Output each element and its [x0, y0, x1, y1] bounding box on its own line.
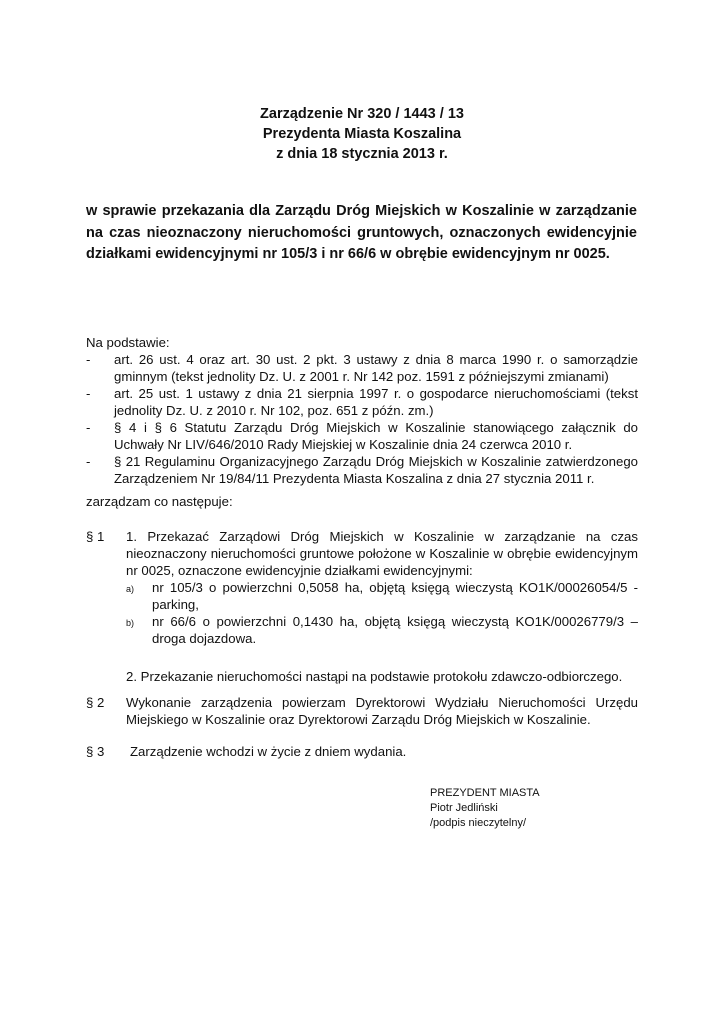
parcel-item-a [126, 579, 638, 613]
legal-basis-text: § 21 Regulaminu Organizacyjnego Zarządu Dróg Miejskich w Koszalinie zatwierdzonego Zarządzeniem Nr 19/84/11 Prezydenta Miasta Koszalina z dnia 27 stycznia 2011 r. [114, 454, 638, 486]
decision-intro: zarządzam co następuje: [86, 494, 233, 509]
legal-basis-item [86, 385, 638, 419]
section-number: § 3 [86, 744, 105, 759]
section-number: § 1 [86, 529, 105, 544]
parcel-letter: a) [126, 584, 135, 594]
section-1-item-1: 1. Przekazać Zarządowi Dróg Miejskich w Koszalinie w zarządzanie na czas nieoznaczony nieruchomości gruntowe położone w Koszalinie w obrębie ewidencyjnym nr 0025, oznaczone ewidencyjnie działkami ewidencyjnymi: [126, 529, 638, 578]
legal-basis-item [86, 453, 638, 487]
legal-basis-intro: Na podstawie: [86, 335, 170, 350]
list-dash: - [86, 386, 91, 401]
legal-basis-list [86, 351, 638, 487]
subject-line-1: w sprawie przekazania dla Zarządu Dróg Miejskich w Koszalinie w zarządzanie [86, 203, 637, 219]
legal-basis-item [86, 419, 638, 453]
signature-block [430, 786, 540, 831]
parcel-item-b [126, 613, 638, 647]
list-dash: - [86, 352, 91, 367]
legal-basis-text: art. 25 ust. 1 ustawy z dnia 21 sierpnia 1997 r. o gospodarce nieruchomościami (tekst jednolity Dz. U. z 2010 r. Nr 102, poz. 651 z późn. zm.) [114, 386, 638, 418]
section-2-text: Wykonanie zarządzenia powierzam Dyrektorowi Wydziału Nieruchomości Urzędu Miejskiego w Koszalinie oraz Dyrektorowi Zarządu Dróg Miejskich w Koszalinie. [126, 695, 638, 727]
subject-line-3: działkami ewidencyjnymi nr 105/3 i nr 66/6 w obrębie ewidencyjnym nr 0025. [86, 246, 610, 262]
title-line-2: Prezydenta Miasta Koszalina [262, 126, 462, 142]
list-dash: - [86, 454, 91, 469]
parcel-text: nr 105/3 o powierzchni 0,5058 ha, objętą księgą wieczystą KO1K/00026054/5 - parking, [152, 580, 638, 612]
document-subject [86, 201, 637, 266]
legal-basis-text: art. 26 ust. 4 oraz art. 30 ust. 2 pkt. 3 ustawy z dnia 8 marca 1990 r. o samorządzie gminnym (tekst jednolity Dz. U. z 2001 r. Nr 142 poz. 1591 z późniejszymi zmianami) [114, 352, 638, 384]
title-line-1: Zarządzenie Nr 320 / 1443 / 13 [260, 106, 464, 122]
signature-note: /podpis nieczytelny/ [430, 817, 526, 829]
section-number: § 2 [86, 695, 105, 710]
subject-line-2: na czas nieoznaczony nieruchomości gruntowych, oznaczonych ewidencyjnie [86, 224, 637, 241]
signature-role: PREZYDENT MIASTA [430, 787, 540, 799]
document-title [0, 104, 724, 164]
signature-name: Piotr Jedliński [430, 802, 498, 814]
title-line-3: z dnia 18 stycznia 2013 r. [276, 146, 448, 162]
parcel-text: nr 66/6 o powierzchni 0,1430 ha, objętą księgą wieczystą KO1K/00026779/3 – droga dojazdowa. [152, 614, 638, 646]
parcel-letter: b) [126, 618, 135, 628]
section-3-text: Zarządzenie wchodzi w życie z dniem wydania. [130, 744, 407, 759]
section-1-item-2: 2. Przekazanie nieruchomości nastąpi na podstawie protokołu zdawczo-odbiorczego. [126, 669, 623, 684]
legal-basis-item [86, 351, 638, 385]
section-1-content [126, 528, 638, 647]
list-dash: - [86, 420, 91, 435]
legal-basis-text: § 4 i § 6 Statutu Zarządu Dróg Miejskich w Koszalinie stanowiącego załącznik do Uchwały Nr LIV/646/2010 Rady Miejskiej w Koszalinie dnia 24 czerwca 2010 r. [114, 420, 638, 452]
